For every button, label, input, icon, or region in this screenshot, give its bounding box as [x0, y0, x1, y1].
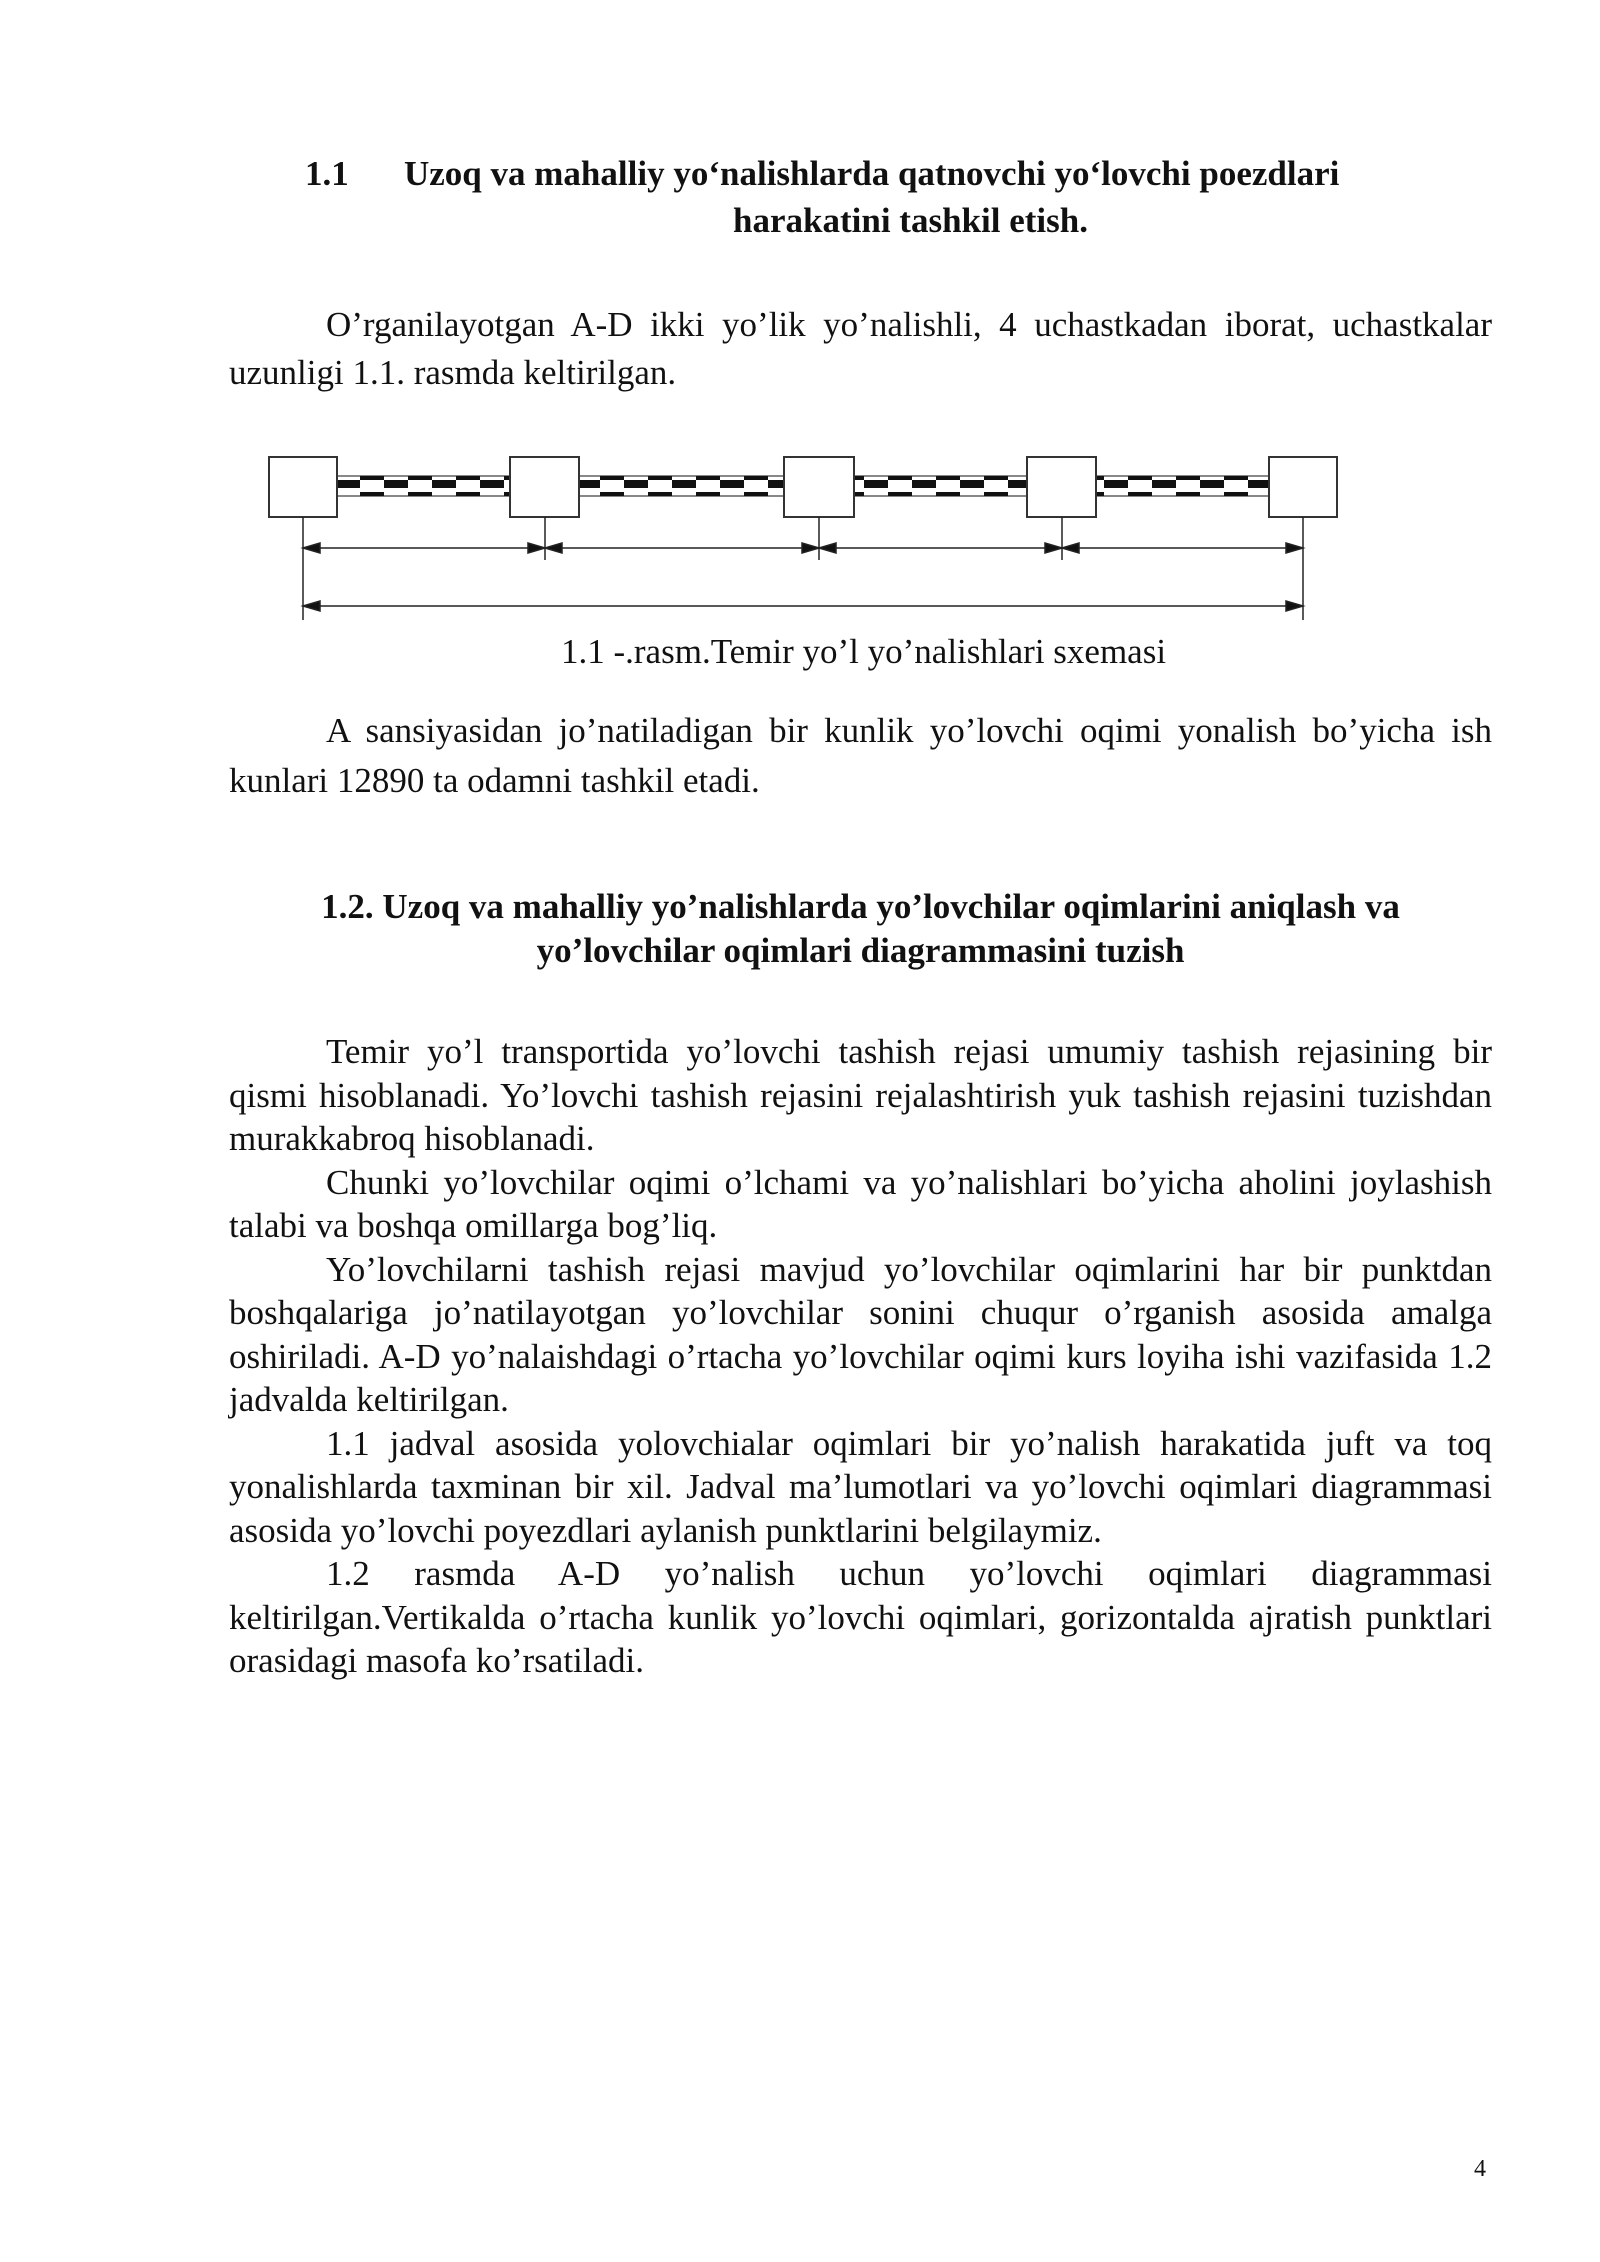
railway-scheme-figure	[0, 0, 1600, 700]
track-segment-4	[1096, 476, 1269, 496]
section-1-title-line1: Uzoq va mahalliy yo‘nalishlarda qatnovchi yo‘lovchi poezdlari	[404, 154, 1340, 193]
track-segment-1	[337, 476, 510, 496]
section-1-title-line2: harakatini tashkil etish.	[733, 201, 1088, 240]
body-paragraph-1: Temir yo’l transportida yo’lovchi tashish rejasi umumiy tashish rejasining bir qismi hisoblanadi. Yo’lovchi tashish rejasini rejalashtirish yuk tashish rejasini tuzishdan murakkabroq hisoblanadi.	[229, 1032, 1492, 1158]
section-2-heading	[229, 885, 1492, 973]
figure-caption: 1.1 -.rasm.Temir yo’l yo’nalishlari sxemasi	[561, 632, 1167, 671]
station-d	[1027, 457, 1096, 517]
section-1-number: 1.1	[305, 154, 349, 193]
body-paragraph-4: 1.1 jadval asosida yolovchialar oqimlari bir yo’nalish harakatida juft va toq yonalishlarda taxminan bir xil. Jadval ma’lumotlari va yo’lovchi oqimlari diagrammasi asosida yo’lovchi poyezdlari aylanish punktlarini belgilaymiz.	[229, 1423, 1492, 1550]
page-number: 4	[1474, 2156, 1486, 2182]
section-2-title-line2: yo’lovchilar oqimlari diagrammasini tuzish	[536, 931, 1185, 970]
body-paragraph-2: Chunki yo’lovchilar oqimi o’lchami va yo’nalishlari bo’yicha aholini joylashish talabi va boshqa omillarga bog’liq.	[229, 1162, 1492, 1245]
body-paragraph-5: 1.2 rasmda A-D yo’nalish uchun yo’lovchi oqimlari diagrammasi keltirilgan.Vertikalda o’rtacha kunlik yo’lovchi oqimlari, gorizontalda ajratish punktlari orasidagi masofa ko’rsatiladi.	[229, 1554, 1492, 1680]
station-a	[269, 457, 337, 517]
station-e	[1269, 457, 1337, 517]
station-b	[510, 457, 579, 517]
dimension-lines	[303, 517, 1303, 620]
section-2-title-line1: 1.2. Uzoq va mahalliy yo’nalishlarda yo’lovchilar oqimlarini aniqlash va	[321, 887, 1400, 926]
flow-paragraph-block	[229, 706, 1492, 806]
track-segment-3	[854, 476, 1027, 496]
intro-paragraph: O’rganilayotgan A-D ikki yo’lik yo’nalishli, 4 uchastkadan iborat, uchastkalar uzunligi 1.1. rasmda keltirilgan.	[229, 305, 1492, 392]
station-c	[784, 457, 854, 517]
body-paragraph-3: Yo’lovchilarni tashish rejasi mavjud yo’lovchilar oqimlarini har bir punktdan boshqalariga jo’natilayotgan yo’lovchilar sonini chuqur o’rganish asosida amalga oshiriladi. A-D yo’nalaishdagi o’rtacha yo’lovchilar oqimi kurs loyiha ishi vazifasida 1.2 jadvalda keltirilgan.	[229, 1249, 1492, 1419]
body-text	[229, 1030, 1492, 1683]
flow-paragraph: A sansiyasidan jo’natiladigan bir kunlik yo’lovchi oqimi yonalish bo’yicha ish kunlari 12890 ta odamni tashkil etadi.	[229, 711, 1492, 800]
track-segment-2	[579, 476, 784, 496]
